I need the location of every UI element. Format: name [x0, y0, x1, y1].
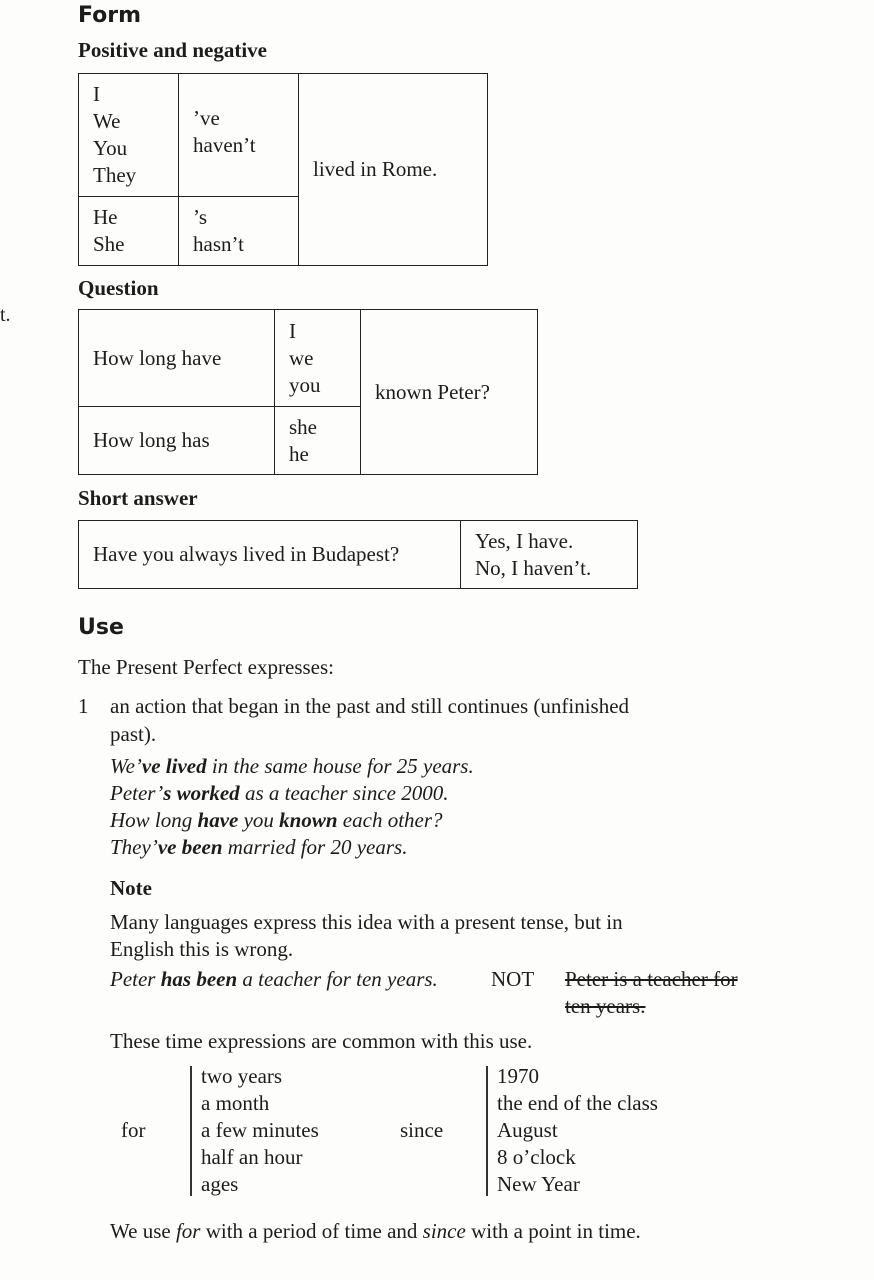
final-keyword-since: since [422, 1219, 466, 1243]
final-text: We use [110, 1219, 176, 1243]
q-phrase-has: How long has [93, 428, 210, 452]
q-subjects-cell-2 [275, 407, 361, 475]
subject-pronoun: They [93, 163, 137, 187]
q-verb-cell [361, 310, 538, 475]
subject-pronoun: We [93, 109, 121, 133]
final-sentence [110, 1219, 641, 1244]
for-expression: half an hour [201, 1145, 303, 1169]
item-1-text-line1: an action that began in the past and still continues (unfinished [110, 694, 630, 718]
pn-subjects-cell-1 [79, 74, 179, 197]
example-verb: ve been [157, 835, 223, 859]
since-list [497, 1063, 658, 1198]
since-expression: 1970 [497, 1064, 539, 1088]
subject-pronoun: you [289, 372, 321, 397]
example-line [110, 781, 448, 806]
short-answer-table [78, 520, 638, 589]
subject-pronoun: we [289, 345, 314, 370]
auxiliary-form: hasn’t [193, 232, 244, 256]
example-text: in the same house for 25 years. [206, 754, 474, 778]
short-answer: Yes, I have. [475, 528, 574, 553]
example-text: How long [110, 808, 198, 832]
note-example-text: a teacher for ten years. [237, 967, 438, 991]
since-expression: New Year [497, 1172, 580, 1196]
final-text: with a point in time. [465, 1219, 641, 1243]
example-verb: have [197, 808, 239, 832]
note-line2: English this is wrong. [110, 937, 294, 961]
example-line [110, 835, 407, 860]
note-example [110, 967, 438, 992]
positive-negative-heading: Positive and negative [78, 38, 267, 62]
subject-pronoun: She [93, 232, 125, 256]
example-text: Peter’ [110, 781, 164, 805]
use-heading: Use [78, 615, 124, 640]
positive-negative-table [78, 73, 488, 266]
subject-pronoun: I [289, 318, 296, 343]
wrong-example-line1: Peter is a teacher for [565, 967, 738, 991]
for-expression: a month [201, 1091, 270, 1115]
pn-subjects-cell-2 [79, 197, 179, 266]
q-phrase-have: How long have [93, 345, 222, 370]
for-expression: a few minutes [201, 1118, 319, 1142]
auxiliary-form: ’ve [193, 106, 220, 130]
sa-answer-cell [461, 521, 638, 589]
item-1-text-line2: past). [110, 722, 157, 746]
pn-aux-cell-2 [179, 197, 299, 266]
q-verb-phrase: known Peter? [375, 379, 490, 404]
pn-aux-group1 [193, 105, 284, 159]
question-table [78, 309, 538, 475]
since-divider [486, 1066, 488, 1196]
since-label: since [400, 1118, 444, 1142]
short-answer: No, I haven’t. [475, 555, 592, 580]
since-expression: 8 o’clock [497, 1145, 576, 1169]
for-expression: two years [201, 1064, 283, 1088]
not-label: NOT [491, 967, 535, 991]
subject-pronoun: You [93, 136, 128, 160]
q-subjects-cell-1 [275, 310, 361, 407]
q-phrase-cell-2 [79, 407, 275, 475]
example-text: you [238, 808, 280, 832]
sa-question: Have you always lived in Budapest? [93, 542, 400, 566]
example-text: married for 20 years. [222, 835, 408, 859]
example-verb: known [279, 808, 338, 832]
note-example-text: Peter [110, 967, 161, 991]
margin-fragment: t. [0, 304, 11, 326]
example-verb: s worked [163, 781, 240, 805]
auxiliary-form: ’s [193, 205, 208, 229]
note-heading: Note [110, 876, 152, 900]
for-label: for [121, 1118, 146, 1142]
subject-pronoun: he [289, 441, 309, 466]
example-line [110, 754, 474, 779]
pn-verb-cell [299, 74, 488, 266]
final-text: with a period of time and [200, 1219, 423, 1243]
example-text: We’ [110, 754, 142, 778]
note-example-verb: has been [160, 967, 238, 991]
pn-verb-phrase: lived in Rome. [313, 157, 438, 181]
since-expression: the end of the class [497, 1091, 658, 1115]
form-heading: Form [78, 3, 142, 28]
example-text: They’ [110, 835, 158, 859]
item-1-number: 1 [78, 694, 89, 718]
sa-answers [475, 528, 623, 582]
for-divider [190, 1066, 192, 1196]
auxiliary-form: haven’t [193, 133, 256, 157]
for-list [201, 1063, 319, 1198]
subject-pronoun: He [93, 205, 118, 229]
sa-question-cell [79, 521, 461, 589]
time-expr-intro: These time expressions are common with this use. [110, 1029, 533, 1053]
pn-subjects-group2 [93, 204, 164, 258]
q-subjects-group1 [289, 318, 346, 399]
q-phrase-cell-1 [79, 310, 275, 407]
since-expression: August [497, 1118, 558, 1142]
subject-pronoun: I [93, 82, 100, 106]
note-line1: Many languages express this idea with a present tense, but in [110, 910, 623, 934]
wrong-example-line2: ten years. [565, 994, 646, 1018]
pn-subjects-group1 [93, 81, 164, 189]
pn-aux-group2 [193, 204, 284, 258]
final-keyword-for: for [175, 1219, 201, 1243]
example-verb: ve lived [141, 754, 207, 778]
pn-aux-cell-1 [179, 74, 299, 197]
example-text: each other? [337, 808, 443, 832]
short-answer-heading: Short answer [78, 486, 198, 510]
use-intro: The Present Perfect expresses: [78, 655, 334, 679]
for-expression: ages [201, 1172, 239, 1196]
example-line [110, 808, 443, 833]
question-heading: Question [78, 276, 159, 300]
subject-pronoun: she [289, 414, 317, 439]
example-text: as a teacher since 2000. [239, 781, 449, 805]
q-subjects-group2 [289, 414, 346, 468]
